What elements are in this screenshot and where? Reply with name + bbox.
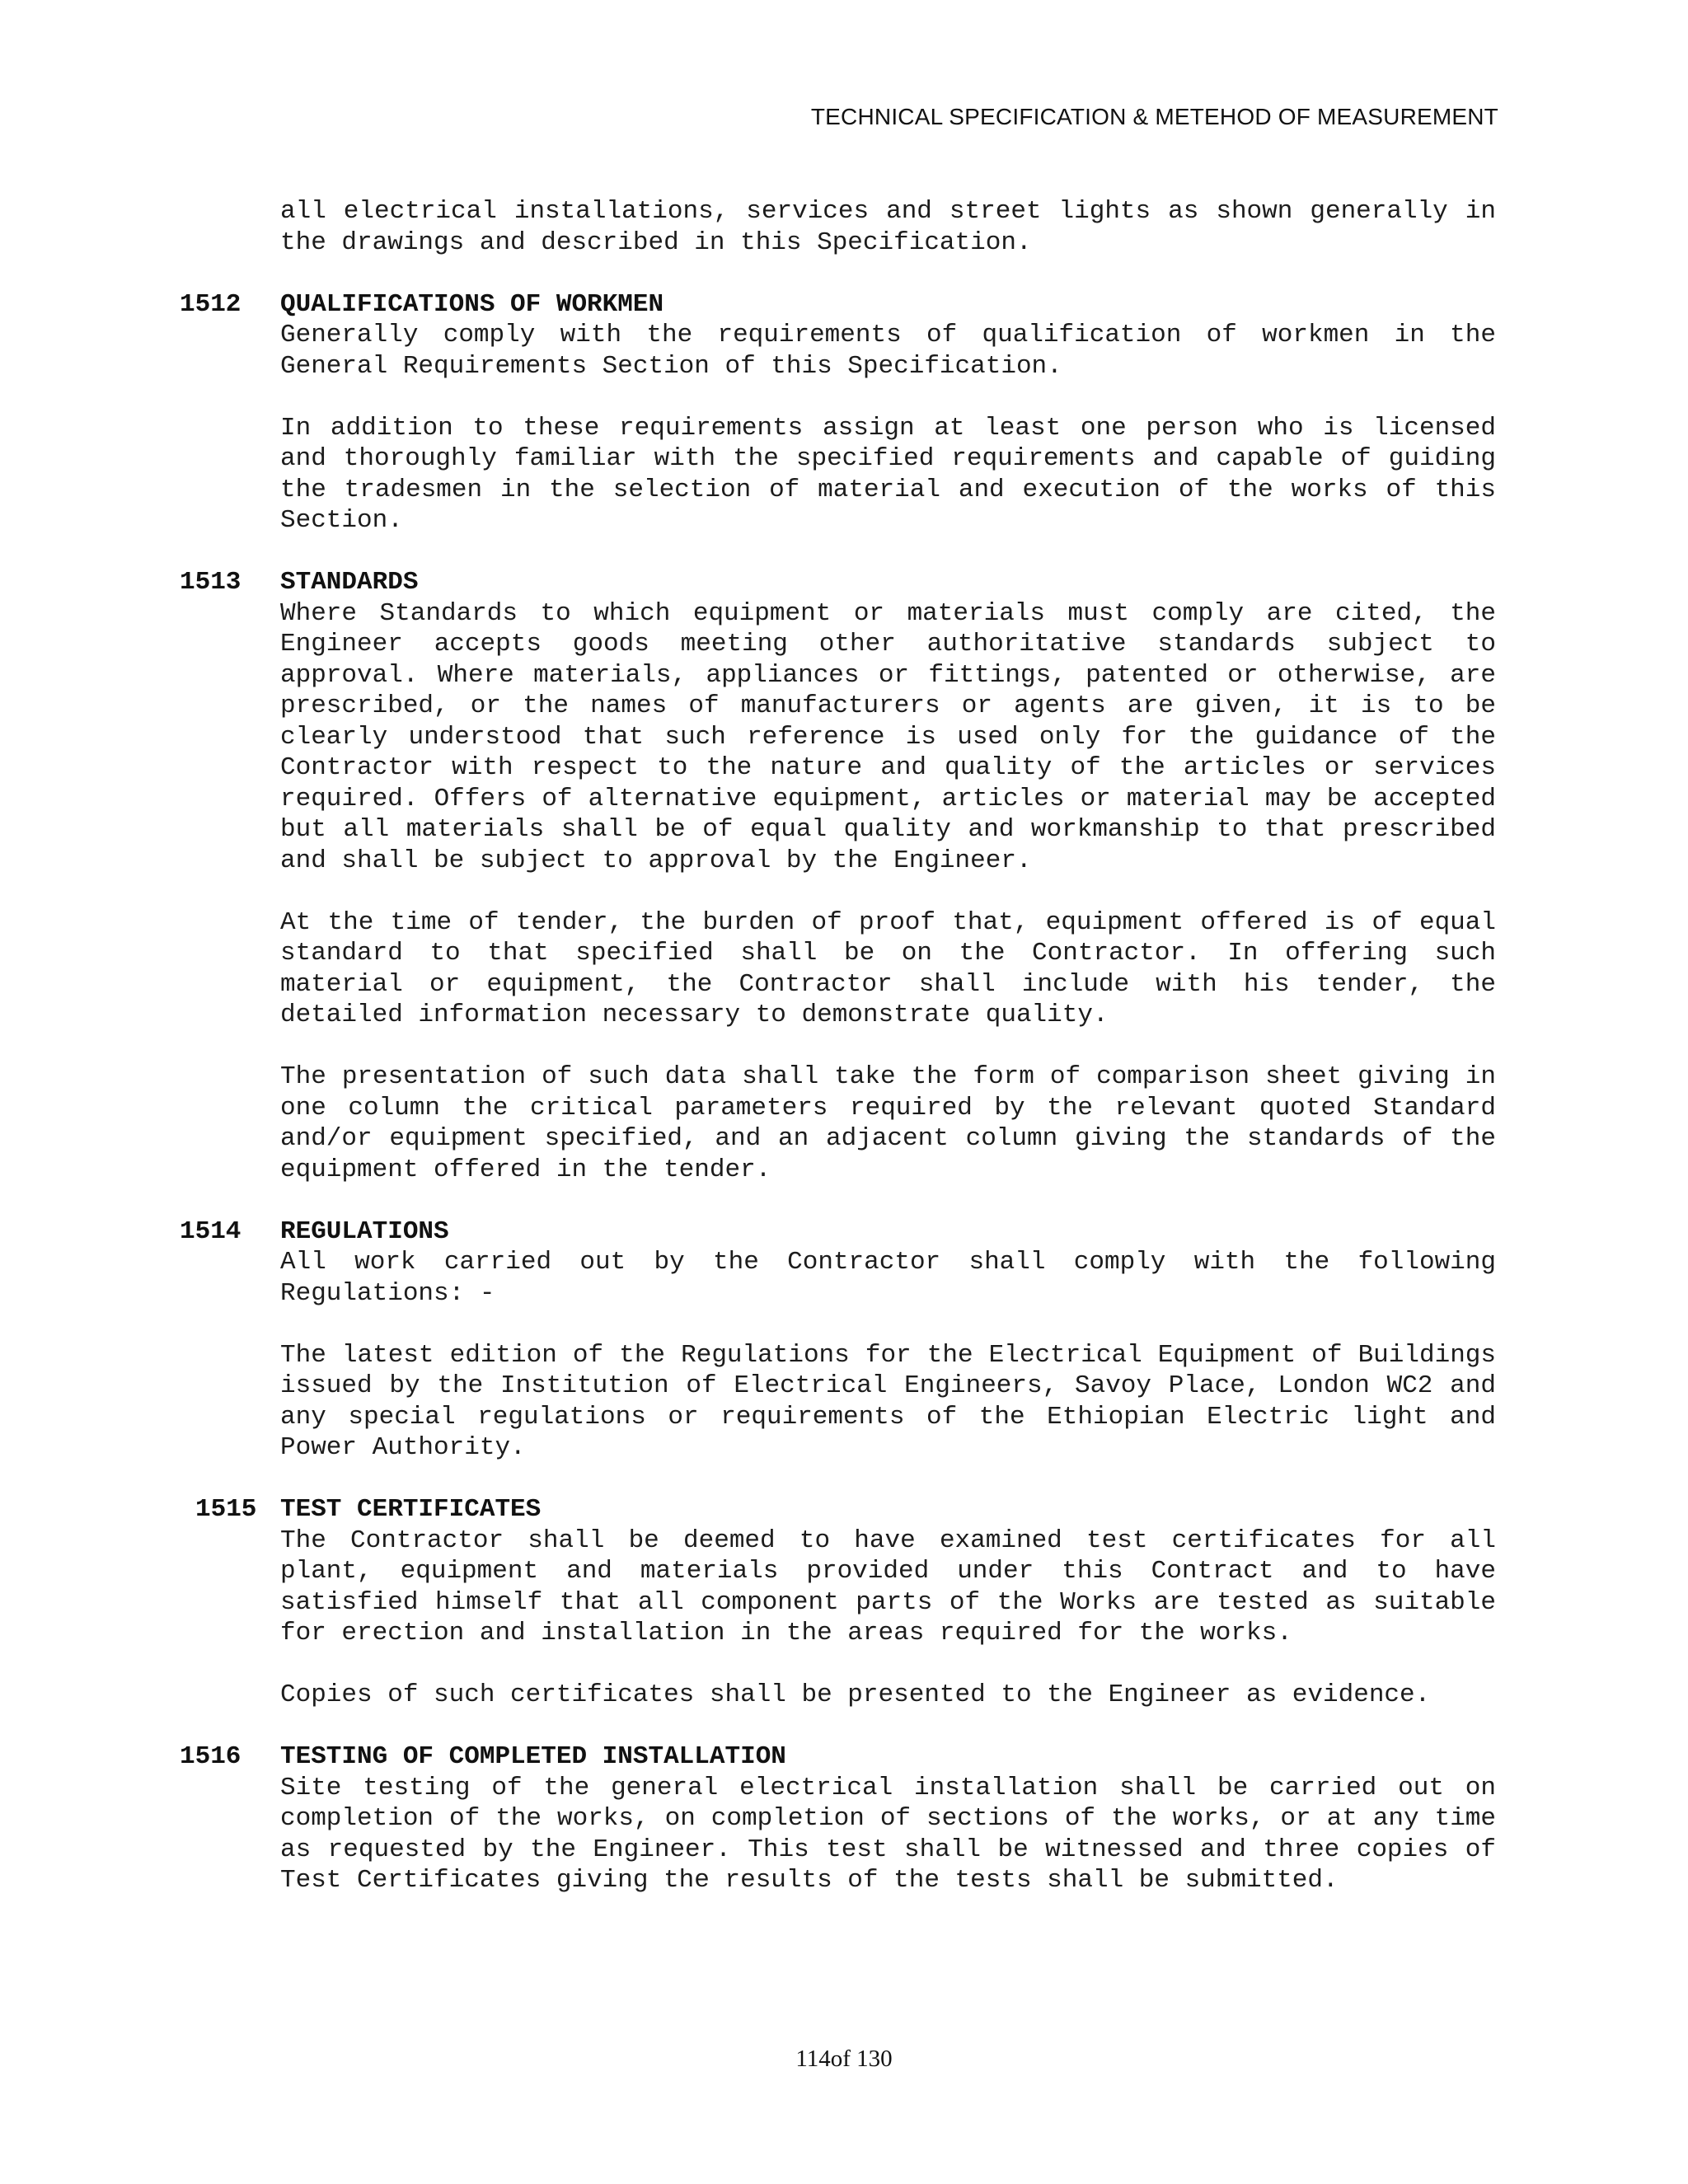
section-1516 <box>180 1741 1496 1896</box>
section-1515 <box>195 1494 1496 1711</box>
section-title: REGULATIONS <box>280 1216 449 1246</box>
section-heading <box>180 1216 1496 1248</box>
section-paragraph: The presentation of such data shall take the form of comparison sheet giving in one column the critical parameters required by the relevant quoted Standard and/or equipment specified, and an adjacent column giving the standards of the equipment offered in the tender. <box>280 1062 1496 1184</box>
section-paragraph: At the time of tender, the burden of proof that, equipment offered is of equal standard to that specified shall be on the Contractor. In offering such material or equipment, the Contractor shall include with his tender, the detailed information necessary to demonstrate quality. <box>280 907 1496 1029</box>
section-paragraph: The latest edition of the Regulations for the Electrical Equipment of Buildings issued by the Institution of Electrical Engineers, Savoy Place, London WC2 and any special regulations or requirements of the Ethiopian Electric light and Power Authority. <box>280 1340 1496 1462</box>
section-paragraph: Copies of such certificates shall be presented to the Engineer as evidence. <box>280 1680 1431 1709</box>
intro-paragraph: all electrical installations, services and street lights as shown generally in the drawings and described in this Specification. <box>280 197 1496 257</box>
section-1512 <box>180 289 1496 537</box>
section-title: TESTING OF COMPLETED INSTALLATION <box>280 1742 786 1771</box>
section-1513 <box>180 567 1496 1185</box>
page-number: 114of 130 <box>795 2046 893 2072</box>
section-title: QUALIFICATIONS OF WORKMEN <box>280 289 664 319</box>
section-paragraph: Site testing of the general electrical installation shall be carried out on completion of the works, on completion of sections of the works, or at any time as requested by the Engineer. This test shall be witnessed and three copies of Test Certificates giving the results of the tests shall be submitted. <box>280 1773 1496 1895</box>
section-heading <box>180 567 1496 598</box>
section-paragraph: Where Standards to which equipment or materials must comply are cited, the Engineer accepts goods meeting other authoritative standards subject to approval. Where materials, appliances or fittings, patented or otherwise, are prescribed, or the names of manufacturers or agents are given, it is to be clearly understood that such reference is used only for the guidance of the Contractor with respect to the nature and quality of the articles or services required. Offers of alternative equipment, articles or material may be accepted but all materials shall be of equal quality and workmanship to that prescribed and shall be subject to approval by the Engineer. <box>280 598 1496 875</box>
section-title: STANDARDS <box>280 568 419 597</box>
section-number: 1516 <box>180 1742 241 1771</box>
document-body <box>180 196 1496 1927</box>
section-number: 1513 <box>180 568 241 597</box>
running-header: TECHNICAL SPECIFICATION & METEHOD OF MEASUREMENT <box>810 104 1498 129</box>
section-number: 1515 <box>195 1495 257 1524</box>
section-heading <box>180 1741 1496 1773</box>
section-paragraph: The Contractor shall be deemed to have examined test certificates for all plant, equipment and materials provided under this Contract and to have satisfied himself that all component parts of the Works are tested as suitable for erection and installation in the areas required for the works. <box>280 1526 1496 1647</box>
section-1514 <box>180 1216 1496 1464</box>
section-heading <box>195 1494 1496 1526</box>
section-paragraph: Generally comply with the requirements of qualification of workmen in the General Requirements Section of this Specification. <box>280 321 1496 381</box>
section-number: 1514 <box>180 1216 241 1246</box>
section-paragraph: All work carried out by the Contractor shall comply with the following Regulations: - <box>280 1248 1496 1308</box>
section-heading <box>180 289 1496 321</box>
section-title: TEST CERTIFICATES <box>280 1495 542 1524</box>
section-number: 1512 <box>180 289 241 319</box>
section-paragraph: In addition to these requirements assign at least one person who is licensed and thoroughly familiar with the specified requirements and capable of guiding the tradesmen in the selection of material and execution of the works of this Section. <box>280 413 1496 535</box>
